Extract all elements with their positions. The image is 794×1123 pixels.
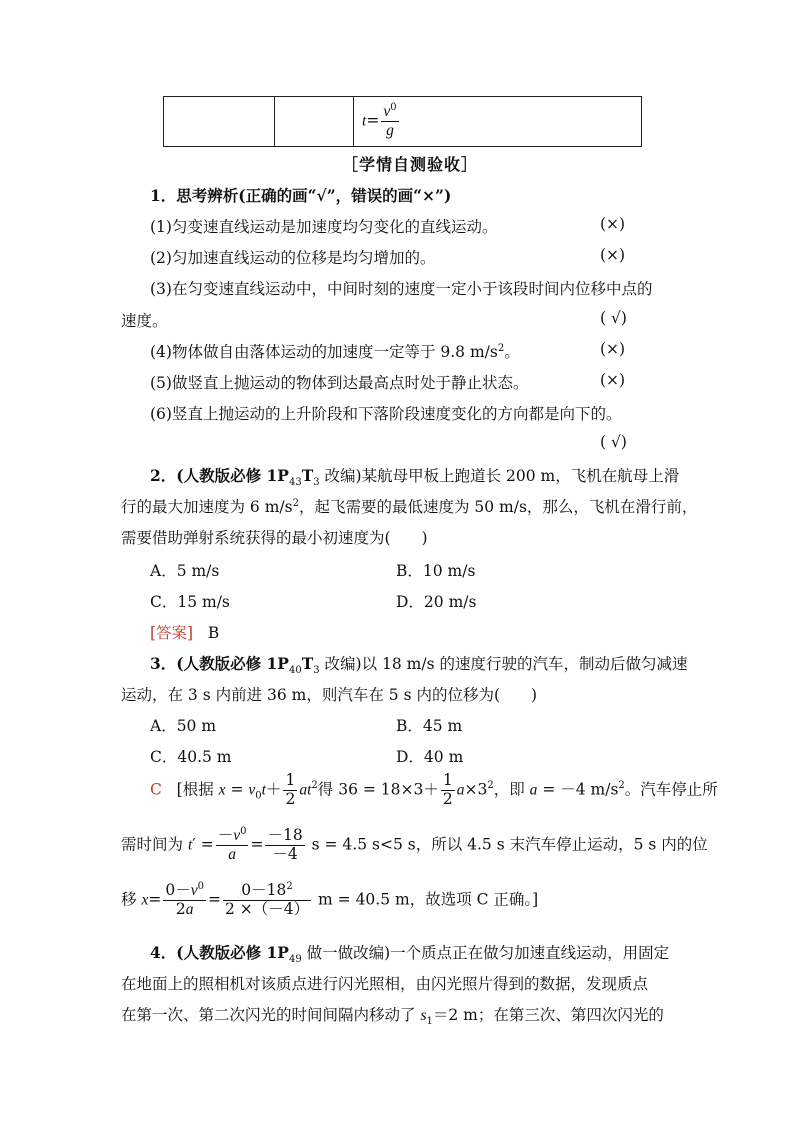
q3-sol1-f: 。汽车停止所	[624, 780, 718, 799]
q2-line2-b: ，起飞需要的最低速度为 50 m/s，那么，飞机在滑行前，	[298, 498, 698, 516]
q4-line-1	[150, 941, 670, 966]
q2-line-1	[150, 464, 680, 489]
q3-sol2-a: 需时间为	[121, 835, 188, 854]
q2-line1-sub2: 3	[313, 477, 320, 489]
q2-answer	[150, 621, 219, 643]
formula-fraction	[381, 103, 398, 140]
q3-sol1-e: = －4 m/s	[537, 780, 619, 799]
q2-option-a: A．5 m/s	[150, 562, 220, 580]
q3-line1-sub2: 3	[313, 665, 320, 677]
q4-line1-a: 4．(人教版必修 1P	[150, 943, 289, 962]
q3-sol1-d: ，即	[493, 780, 530, 799]
q4-line-2: 在地面上的照相机对该质点进行闪光照相，由闪光照片得到的数据，发现质点	[121, 975, 649, 993]
eq-a-1: a	[456, 781, 465, 799]
disp-fraction-2: $\frac{0-18^2}{2 \times(-4)}$	[224, 880, 310, 918]
q3-sol1-a: [根据	[176, 780, 219, 799]
q3-line-1	[150, 652, 688, 677]
eq-v: v	[248, 781, 256, 799]
answer-label: [答案]	[150, 624, 194, 642]
half-fraction-1: $\frac{1}{2}$	[285, 771, 296, 808]
q3-line1-sub1: 40	[288, 665, 302, 677]
q2-line-2	[121, 495, 697, 517]
q1-item-2-mark: (×)	[600, 246, 626, 264]
q4-line3-b: ＝2 m；在第三次、第四次闪光的	[432, 1006, 664, 1024]
q3-sol2-b: s = 4.5 s<5 s，所以 4.5 s 末汽车停止运动，5 s 内的位	[306, 835, 708, 854]
q3-solution-line-3: 移 x= $\frac{0-v^0}{2a}$ = $\frac{0-18^2}{2 \times(-4)}$ m = 40.5 m，故选项 C 正确。]	[121, 880, 539, 918]
q2-line1-c: 改编)某航母甲板上跑道长 200 m，飞机在航母上滑	[319, 467, 680, 485]
eq-tprime: t	[187, 836, 193, 854]
q1-stem: 1．思考辨析(正确的画“√”，错误的画“×”)	[150, 186, 452, 205]
q2-line2-a: 行的最大加速度为 6 m/s	[121, 498, 293, 516]
eq-s-sub: 1	[426, 1016, 433, 1028]
q2-option-c: C．15 m/s	[150, 593, 230, 611]
eq-t-sup: 2	[311, 780, 318, 792]
time-fraction-2: $\frac{-18}{-4}$	[267, 826, 303, 863]
disp-fraction-1: $\frac{0-v^0}{2a}$	[165, 880, 204, 918]
q3-option-b: B．45 m	[396, 717, 463, 735]
formula-den: g	[386, 122, 394, 139]
eq-a-2: a	[529, 781, 538, 799]
q1-item-5: (5)做竖直上抛运动的物体到达最高点时处于静止状态。	[150, 374, 529, 392]
q2-line1-a: 2．(人教版必修 1P	[150, 466, 289, 485]
section-title: ［学情自测验收］	[342, 155, 479, 174]
q1-item-4-sup: 2	[497, 342, 505, 354]
q2-line1-b: T	[301, 466, 314, 485]
q1-item-3-mark: ( √)	[600, 309, 627, 327]
eq-sq-sup: 2	[487, 780, 494, 792]
q4-line3-a: 在第一次、第二次闪光的时间间隔内移动了	[121, 1006, 421, 1024]
formula-table	[163, 96, 642, 147]
eq-x: x	[218, 781, 226, 799]
q3-sol3-b: m = 40.5 m，故选项 C 正确。]	[313, 890, 539, 909]
q4-line-3	[121, 1003, 664, 1028]
q1-item-1: (1)匀变速直线运动是加速度均匀变化的直线运动。	[150, 218, 498, 236]
q2-line2-sup: 2	[292, 497, 299, 509]
q3-option-c: C．40.5 m	[150, 748, 232, 766]
eq-s: s	[420, 1007, 427, 1024]
q1-item-4-tail: 。	[504, 343, 520, 361]
eq-at: at	[299, 781, 312, 799]
table-cell-empty-2	[275, 97, 354, 147]
time-fraction-1: $\frac{-v^0}{a}$	[217, 825, 247, 863]
q1-item-5-mark: (×)	[600, 371, 626, 389]
q3-line1-a: 3．(人教版必修 1P	[150, 654, 289, 673]
q3-solution-line-2: 需时间为 t′ = $\frac{-v^0}{a}$ = $\frac{-18}{-4}$ s = 4.5 s<5 s，所以 4.5 s 末汽车停止运动，5 s 内的位	[121, 825, 708, 863]
q3-solution-line-1: C [根据 $x = v_0t+$ $\frac{1}{2}$ $at^2$得 36 = 18×3＋ $\frac{1}{2}$ $a\times 3^2$，即 a = －4 $m/s^2$。汽车停止所	[150, 771, 718, 808]
q3-line1-b: T	[301, 654, 314, 673]
q1-item-4	[150, 340, 520, 362]
q3-sol1-c: ×3	[464, 780, 488, 799]
formula-num: v	[383, 103, 391, 121]
q1-item-3-cont: 速度。	[121, 312, 168, 330]
q1-item-6-mark: ( √)	[600, 433, 627, 451]
q3-line1-c: 改编)以 18 m/s 的速度行驶的汽车，制动后做匀减速	[319, 655, 688, 673]
q1-item-4-mark: (×)	[600, 340, 626, 358]
q3-option-d: D．40 m	[396, 748, 464, 766]
formula-num-sup: 0	[390, 102, 397, 114]
q1-item-2: (2)匀加速直线运动的位移是均匀增加的。	[150, 249, 436, 267]
eq-unit-sup: 2	[618, 780, 625, 792]
formula-lhs: t	[362, 112, 367, 130]
q3-sol1-b: 得 36 = 18×3＋	[317, 780, 439, 799]
q1-item-3: (3)在匀变速直线运动中，中间时刻的速度一定小于该段时间内位移中点的	[150, 280, 653, 298]
q4-line1-b: 做一做改编)一个质点正在做匀加速直线运动，用固定	[301, 944, 670, 962]
q2-line1-sub1: 43	[288, 477, 302, 489]
eq-t: t	[261, 781, 266, 799]
q2-option-b: B．10 m/s	[396, 562, 476, 580]
q4-line1-sub: 49	[288, 954, 302, 966]
q3-option-a: A．50 m	[150, 717, 217, 735]
q3-line-2: 运动，在 3 s 内前进 36 m，则汽车在 5 s 内的位移为( )	[121, 686, 538, 704]
half-fraction-2: $\frac{1}{2}$	[442, 771, 453, 808]
q1-item-1-mark: (×)	[600, 215, 626, 233]
table-cell-formula: t= $\frac{v^0}{g}$	[354, 97, 642, 147]
table-cell-empty-1	[164, 97, 275, 147]
q2-option-d: D．20 m/s	[396, 593, 477, 611]
q3-answer-letter: C	[150, 780, 162, 799]
q3-sol3-a: 移	[121, 890, 142, 909]
eq-v-sub: 0	[255, 790, 262, 802]
q1-item-4-text: (4)物体做自由落体运动的加速度一定等于 9.8 m/s	[150, 343, 498, 361]
q1-item-6: (6)竖直上抛运动的上升阶段和下落阶段速度变化的方向都是向下的。	[150, 405, 622, 423]
answer-value: B	[207, 624, 220, 642]
eq-x-2: x	[141, 891, 149, 909]
q2-line-3: 需要借助弹射系统获得的最小初速度为( )	[121, 529, 428, 547]
